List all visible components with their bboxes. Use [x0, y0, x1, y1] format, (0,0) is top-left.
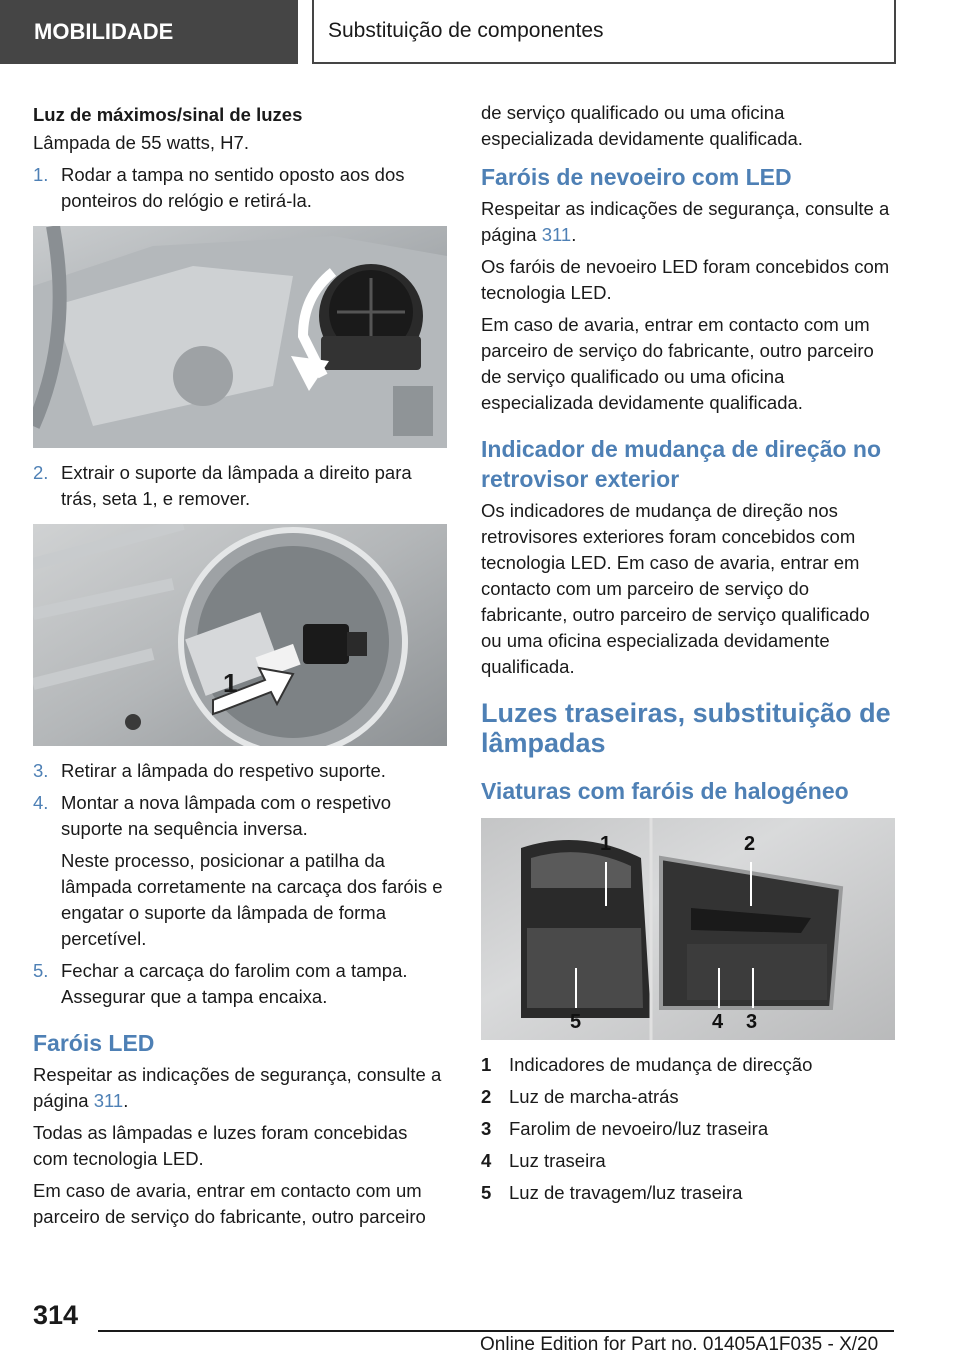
step-3: [33, 758, 447, 784]
led-headlights-heading: Faróis LED: [33, 1030, 155, 1056]
led-text-1: Todas as lâmpadas e luzes foram concebidas com tecnologia LED.: [33, 1122, 408, 1169]
headlight-cover-illustration: [33, 226, 447, 448]
page-header-title: Substituição de componentes: [312, 0, 896, 64]
fog-text-1: Os faróis de nevoeiro LED foram concebidos com tecnologia LED.: [481, 256, 890, 303]
headlight-cover-image: [33, 226, 447, 448]
legend-item: [481, 1084, 895, 1110]
step-number: 2.: [33, 462, 49, 483]
legend-text: Luz traseira: [509, 1150, 606, 1171]
fog-safety-text: Respeitar as indicações de segurança, consulte a página 311.: [481, 198, 890, 245]
callout-4: 4: [712, 1011, 724, 1033]
led-text-2: Em caso de avaria, entrar em contacto com um parceiro de serviço do fabricante, outro parceiro: [33, 1180, 426, 1227]
legend-text: Indicadores de mudança de direcção: [509, 1054, 813, 1075]
rear-light-illustration: [481, 818, 895, 1040]
section-tab: MOBILIDADE: [0, 0, 298, 64]
bulb-info: Lâmpada de 55 watts, H7.: [33, 132, 249, 153]
step-text: Montar a nova lâmpada com o respetivo suporte na sequência inversa.: [61, 792, 392, 839]
edition-footer: Online Edition for Part no. 01405A1F035 - X/20: [480, 1334, 879, 1355]
footer-divider: [98, 1330, 894, 1332]
legend-number: 3: [481, 1118, 492, 1139]
mirror-indicator-heading: Indicador de mudança de direção no retrovisor exterior: [481, 436, 882, 492]
step-number: 1.: [33, 164, 49, 185]
legend-number: 1: [481, 1054, 492, 1075]
led-safety-text: Respeitar as indicações de segurança, consulte a página 311.: [33, 1064, 442, 1111]
legend-item: [481, 1116, 895, 1142]
continued-text: de serviço qualificado ou uma oficina especializada devidamente qualificada.: [481, 102, 803, 149]
callout-3: 3: [746, 1011, 758, 1033]
step-text: Rodar a tampa no sentido oposto aos dos ponteiros do relógio e retirá-la.: [61, 164, 405, 211]
step-text: Fechar a carcaça do farolim com a tampa. Assegurar que a tampa encaixa.: [61, 960, 408, 1007]
step-continuation: Neste processo, posicionar a patilha da lâmpada corretamente na carcaça dos faróis e engatar o suporte da lâmpada de forma percetível.: [61, 850, 443, 949]
step-4: [33, 790, 447, 952]
page-link[interactable]: 311: [541, 224, 572, 245]
high-beam-heading: Luz de máximos/sinal de luzes: [33, 104, 303, 125]
fog-text-2: Em caso de avaria, entrar em contacto com um parceiro de serviço do fabricante, outro parceiro de serviço qualificado ou uma oficina especializada devidamente qualificada.: [481, 314, 874, 413]
rear-lights-heading: Luzes traseiras, substituição de lâmpadas: [481, 698, 891, 758]
page-number: 314: [33, 1300, 79, 1330]
step-text: Retirar a lâmpada do respetivo suporte.: [61, 760, 386, 781]
step-number: 5.: [33, 960, 49, 981]
step-number: 4.: [33, 792, 49, 813]
callout-2: 2: [744, 833, 756, 855]
legend-item: [481, 1148, 895, 1174]
step-number: 3.: [33, 760, 49, 781]
rear-light-image: [481, 818, 895, 1040]
fog-lights-heading: Faróis de nevoeiro com LED: [481, 164, 792, 190]
bulb-holder-illustration: [33, 524, 447, 746]
bulb-holder-image: [33, 524, 447, 746]
legend-item: [481, 1180, 895, 1206]
left-column: [33, 100, 447, 1236]
legend-text: Luz de travagem/luz traseira: [509, 1182, 743, 1203]
legend-number: 2: [481, 1086, 492, 1107]
legend-item: [481, 1052, 895, 1078]
legend-number: 4: [481, 1150, 492, 1171]
arrow-label: 1: [223, 668, 238, 698]
step-5: [33, 958, 447, 1010]
legend-number: 5: [481, 1182, 492, 1203]
callout-1: 1: [600, 833, 612, 855]
callout-5: 5: [570, 1011, 582, 1033]
right-column: [481, 100, 895, 1212]
page-link[interactable]: 311: [93, 1090, 124, 1111]
step-1: [33, 162, 447, 214]
legend-text: Luz de marcha-atrás: [509, 1086, 679, 1107]
step-text: Extrair o suporte da lâmpada a direito para trás, seta 1, e remover.: [61, 462, 412, 509]
halogen-heading: Viaturas com faróis de halogéneo: [481, 778, 849, 804]
mirror-text: Os indicadores de mudança de direção nos retrovisores exteriores foram concebidos com tecnologia LED. Em caso de avaria, entrar em contacto com um parceiro de serviço do fabricante, outro parceiro de serviço qualificado ou uma oficina especializada devidamente qualificada.: [481, 500, 870, 677]
step-2: [33, 460, 447, 512]
legend-text: Farolim de nevoeiro/luz traseira: [509, 1118, 769, 1139]
